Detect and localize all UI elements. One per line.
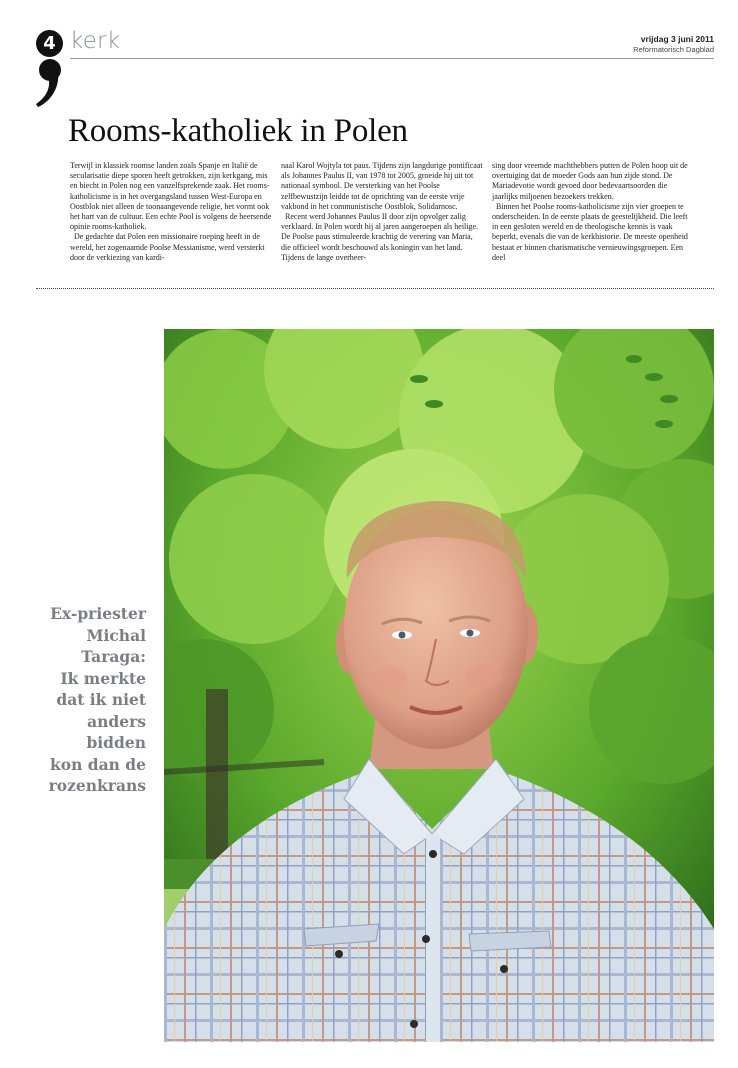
article-body <box>70 161 714 277</box>
paragraph: Recent werd Johannes Paulus II door zijn opvolger zalig verklaard. In Polen wordt hij al jaren aangeroepen als heilige. De Poolse paus stimuleerde krachtig de verering van Maria, die officieel wordt beschouwd als koningin van het land. Tijdens de lange overheer- <box>281 212 479 262</box>
article-headline: Rooms-katholiek in Polen <box>68 113 408 149</box>
pull-quote <box>36 603 146 797</box>
paragraph: sing door vreemde machthebbers putten de Polen hoop uit de overtuiging dat de moeder Gods aan hun zijde stond. De Mariadevotie wordt gevoed door bedevaartsoorden die jaarlijks miljoenen bezoekers trekken. <box>492 161 688 201</box>
article-column <box>281 161 484 277</box>
newspaper-name: Reformatorisch Dagblad <box>633 45 714 54</box>
pull-quote-line: bidden <box>86 733 146 752</box>
header-rule <box>70 58 714 59</box>
section-divider <box>36 288 714 289</box>
comma-icon <box>36 58 64 108</box>
pull-quote-line: Ik merkte <box>60 668 146 688</box>
section-label: kerk <box>70 28 121 54</box>
portrait-photo <box>164 329 714 1042</box>
pull-quote-line: anders <box>87 711 146 731</box>
paragraph: Binnen het Poolse rooms-katholicisme zijn vier groepen te onderscheiden. In de eerste plaats de geestelijkheid. Die leeft in een gesloten wereld en de theologische kennis is vaak beperkt, evenals die van de kerkhistorie. De meeste openheid bestaat er binnen charismatische vernieuwingsgroepen. Een deel <box>492 201 688 262</box>
pull-quote-line: rozenkrans <box>48 776 146 795</box>
article-column <box>492 161 695 277</box>
pull-quote-line: Taraga: <box>81 647 146 666</box>
page-number: 4 <box>43 33 56 54</box>
pull-quote-line: dat ik niet <box>56 690 146 709</box>
paragraph: Terwijl in klassiek roomse landen zoals Spanje en Italië de secularisatie diepe sporen heeft getrokken, zijn kerkgang, mis en biecht in Polen nog een vanzelfsprekende zaak. Het rooms-katholicisme is in het overgangsland tussen West-Europa en Oostblok niet alleen de toonaangevende religie, het vormt ook het hart van de cultuur. Een echte Pool is volgens de heersende opinie rooms-katholiek. <box>70 161 272 232</box>
pull-quote-line: kon dan de <box>50 754 146 774</box>
pull-quote-line: Michal <box>86 625 146 645</box>
page-number-badge <box>36 30 63 57</box>
article-column <box>70 161 273 277</box>
pull-quote-line: Ex-priester <box>50 604 146 623</box>
header-meta <box>633 34 714 55</box>
portrait-illustration <box>164 329 714 1042</box>
paragraph: naal Karol Wojtyla tot paus. Tijdens zijn langdurige pontificaat als Johannes Paulus II, van 1978 tot 2005, groeide hij uit tot nationaal symbool. De versterking van het Poolse zelfbewustzijn leidde tot de oprichting van de eerste vrije vakbond in het communistische Oostblok, Solidarnosc. <box>281 161 483 211</box>
paragraph: De gedachte dat Polen een missionaire roeping heeft in de wereld, het zogenaamde Poolse Messianisme, werd versterkt door de verkiezing van kardi- <box>70 232 265 262</box>
issue-date: vrijdag 3 juni 2011 <box>640 34 714 44</box>
